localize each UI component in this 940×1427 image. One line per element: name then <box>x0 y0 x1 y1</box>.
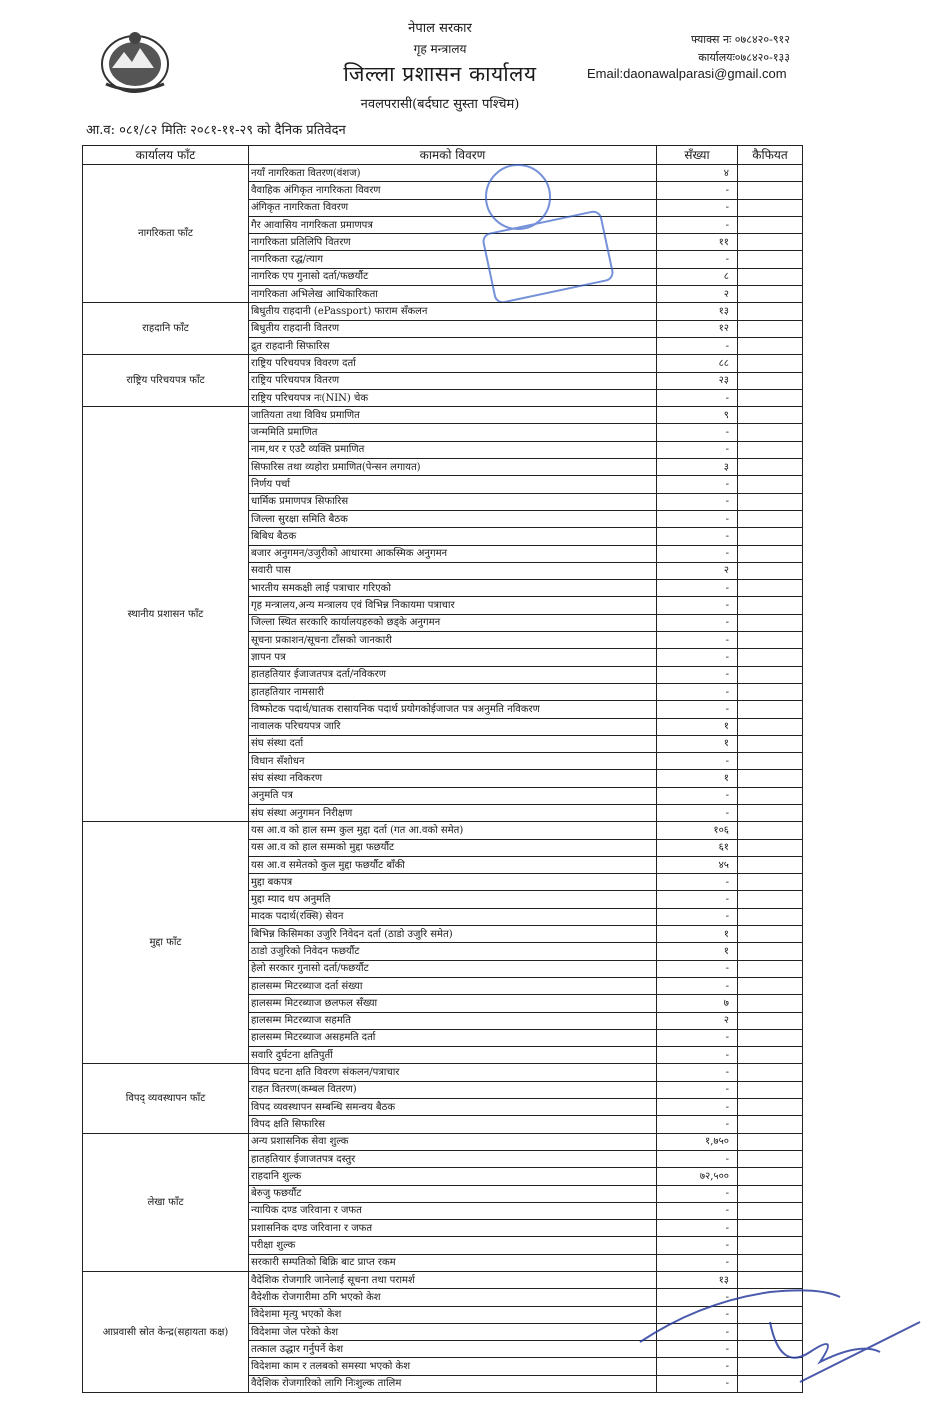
remarks-cell <box>738 1116 803 1133</box>
work-description: जन्ममिति प्रमाणित <box>249 424 657 441</box>
work-count: ७ <box>657 995 738 1012</box>
remarks-cell <box>738 1220 803 1237</box>
remarks-cell <box>738 1047 803 1064</box>
work-count: १ <box>657 770 738 787</box>
remarks-cell <box>738 804 803 821</box>
work-description: हालसम्म मिटरब्याज सहमति <box>249 1012 657 1029</box>
work-description: विपद व्यवस्थापन सम्बन्धि समन्वय बैठक <box>249 1099 657 1116</box>
remarks-cell <box>738 943 803 960</box>
work-description: वैदेशिक रोजगारि जानेलाई सूचना तथा परामर्श <box>249 1272 657 1289</box>
remarks-cell <box>738 926 803 943</box>
section-name: राष्ट्रिय परिचयपत्र फाँट <box>83 355 249 407</box>
work-count: - <box>657 216 738 233</box>
work-count: - <box>657 528 738 545</box>
remarks-cell <box>738 562 803 579</box>
work-count: १३ <box>657 1272 738 1289</box>
work-description: वैवाहिक अंगिकृत नागरिकता विवरण <box>249 182 657 199</box>
work-description: वैदेशिक रोजगारिको लागि निःशुल्क तालिम <box>249 1375 657 1392</box>
work-description: संघ संस्था दर्ता <box>249 735 657 752</box>
work-count: ११ <box>657 234 738 251</box>
work-description: विपद क्षति सिफारिस <box>249 1116 657 1133</box>
work-count: - <box>657 1375 738 1392</box>
work-description: गृह मन्त्रालय,अन्य मन्त्रालय एवं विभिन्न निकायमा पत्राचार <box>249 597 657 614</box>
remarks-cell <box>738 1254 803 1271</box>
remarks-cell <box>738 995 803 1012</box>
remarks-cell <box>738 459 803 476</box>
remarks-cell <box>738 493 803 510</box>
remarks-cell <box>738 268 803 285</box>
column-header: कामको विवरण <box>249 146 657 165</box>
work-description: मादक पदार्थ(रक्सि) सेवन <box>249 908 657 925</box>
work-description: हालसम्म मिटरब्याज असहमति दर्ता <box>249 1029 657 1046</box>
work-description: नागरिकता रद्ध/त्याग <box>249 251 657 268</box>
work-count: - <box>657 424 738 441</box>
remarks-cell <box>738 372 803 389</box>
work-description: राहदानि शुल्क <box>249 1168 657 1185</box>
work-description: हेलो सरकार गुनासो दर्ता/फछर्यौट <box>249 960 657 977</box>
work-count: - <box>657 1029 738 1046</box>
remarks-cell <box>738 303 803 320</box>
work-count: - <box>657 1185 738 1202</box>
remarks-cell <box>738 407 803 424</box>
remarks-cell <box>738 1375 803 1392</box>
work-count: ८ <box>657 268 738 285</box>
work-description: सरकारी सम्पतिको बिक्रि बाट प्राप्त रकम <box>249 1254 657 1271</box>
work-count: ४५ <box>657 856 738 873</box>
government-name: नेपाल सरकार <box>408 21 472 36</box>
work-count: ३ <box>657 459 738 476</box>
remarks-cell <box>738 1341 803 1358</box>
work-count: - <box>657 510 738 527</box>
work-count: - <box>657 1116 738 1133</box>
column-header: सँख्या <box>657 146 738 165</box>
work-count: - <box>657 1341 738 1358</box>
remarks-cell <box>738 1012 803 1029</box>
remarks-cell <box>738 286 803 303</box>
remarks-cell <box>738 701 803 718</box>
work-description: विधान सँशोधन <box>249 753 657 770</box>
section-name: राहदानि फाँट <box>83 303 249 355</box>
work-count: २३ <box>657 372 738 389</box>
table-row <box>83 303 803 320</box>
section-name: आप्रवासी स्रोत केन्द्र(सहायता कक्ष) <box>83 1272 249 1393</box>
work-count: - <box>657 182 738 199</box>
work-count: - <box>657 1064 738 1081</box>
work-count: - <box>657 199 738 216</box>
work-count: - <box>657 1150 738 1167</box>
work-description: सूचना प्रकाशन/सूचना टाँसको जानकारी <box>249 632 657 649</box>
work-count: - <box>657 1220 738 1237</box>
work-description: निर्णय पर्चा <box>249 476 657 493</box>
remarks-cell <box>738 320 803 337</box>
work-description: नयाँ नागरिकता वितरण(वंशज) <box>249 165 657 182</box>
remarks-cell <box>738 216 803 233</box>
remarks-cell <box>738 787 803 804</box>
remarks-cell <box>738 1081 803 1098</box>
work-description: हालसम्म मिटरब्याज छलफल सँख्या <box>249 995 657 1012</box>
work-count: ४ <box>657 165 738 182</box>
remarks-cell <box>738 580 803 597</box>
work-description: हातहतियार नामसारी <box>249 683 657 700</box>
remarks-cell <box>738 1168 803 1185</box>
remarks-cell <box>738 476 803 493</box>
remarks-cell <box>738 908 803 925</box>
work-description: संघ संस्था अनुगमन निरीक्षण <box>249 804 657 821</box>
work-description: बजार अनुगमन/उजुरीको आधारमा आकस्मिक अनुगमन <box>249 545 657 562</box>
work-description: सवारी पास <box>249 562 657 579</box>
section-name: स्थानीय प्रशासन फाँट <box>83 407 249 822</box>
work-count: - <box>657 632 738 649</box>
work-count: - <box>657 753 738 770</box>
work-count: - <box>657 476 738 493</box>
remarks-cell <box>738 1099 803 1116</box>
letterhead <box>0 0 940 145</box>
work-count: - <box>657 1237 738 1254</box>
district-name: नवलपरासी(बर्दघाट सुस्ता पश्चिम) <box>360 97 520 112</box>
work-count: २ <box>657 562 738 579</box>
remarks-cell <box>738 337 803 354</box>
remarks-cell <box>738 666 803 683</box>
ministry-name: गृह मन्त्रालय <box>413 42 467 56</box>
work-count: - <box>657 666 738 683</box>
remarks-cell <box>738 1289 803 1306</box>
remarks-cell <box>738 234 803 251</box>
email-address: Email:daonawalparasi@gmail.com <box>587 66 787 81</box>
table-body <box>83 165 803 1393</box>
work-count: १ <box>657 943 738 960</box>
work-description: सिफारिस तथा व्यहोरा प्रमाणित(पेन्सन लगायत) <box>249 459 657 476</box>
remarks-cell <box>738 165 803 182</box>
table-row <box>83 165 803 182</box>
table-row <box>83 1064 803 1081</box>
work-count: - <box>657 1202 738 1219</box>
remarks-cell <box>738 891 803 908</box>
work-count: - <box>657 908 738 925</box>
work-count: - <box>657 1047 738 1064</box>
section-name: मुद्दा फाँट <box>83 822 249 1064</box>
work-description: अनुमति पत्र <box>249 787 657 804</box>
work-count: ७२,५०० <box>657 1168 738 1185</box>
office-name: जिल्ला प्रशासन कार्यालय <box>343 62 537 86</box>
work-description: यस आ.व को हाल सम्म कुल मुद्दा दर्ता (गत आ.वको समेत) <box>249 822 657 839</box>
work-description: विष्फोटक पदार्थ/घातक रासायनिक पदार्थ प्रयोगकोईजाजत पत्र अनुमति नविकरण <box>249 701 657 718</box>
work-description: जातियता तथा विविध प्रमाणित <box>249 407 657 424</box>
work-count: - <box>657 441 738 458</box>
remarks-cell <box>738 856 803 873</box>
work-count: - <box>657 1099 738 1116</box>
daily-report-table <box>82 145 803 1393</box>
remarks-cell <box>738 1185 803 1202</box>
remarks-cell <box>738 960 803 977</box>
work-count: - <box>657 614 738 631</box>
table-header-row <box>83 146 803 165</box>
work-description: प्रशासनिक दण्ड जरिवाना र जफत <box>249 1220 657 1237</box>
table-row <box>83 1272 803 1289</box>
remarks-cell <box>738 1306 803 1323</box>
remarks-cell <box>738 182 803 199</box>
work-count: - <box>657 545 738 562</box>
remarks-cell <box>738 1133 803 1150</box>
table-row <box>83 1133 803 1150</box>
section-name: लेखा फाँट <box>83 1133 249 1271</box>
fax-number: फ्याक्स नः ०७८४२०-९१२ <box>690 33 790 46</box>
work-count: १ <box>657 926 738 943</box>
work-description: सवारि दुर्घटना क्षतिपुर्ती <box>249 1047 657 1064</box>
remarks-cell <box>738 735 803 752</box>
work-description: हातहतियार ईजाजतपत्र दर्ता/नविकरण <box>249 666 657 683</box>
work-count: - <box>657 580 738 597</box>
work-count: ८८ <box>657 355 738 372</box>
work-count: - <box>657 787 738 804</box>
remarks-cell <box>738 977 803 994</box>
work-description: अंगिकृत नागरिकता विवरण <box>249 199 657 216</box>
work-count: - <box>657 977 738 994</box>
remarks-cell <box>738 770 803 787</box>
work-count: - <box>657 683 738 700</box>
work-count: १२ <box>657 320 738 337</box>
remarks-cell <box>738 1202 803 1219</box>
work-count: - <box>657 1323 738 1340</box>
remarks-cell <box>738 649 803 666</box>
work-description: राहत वितरण(कम्बल वितरण) <box>249 1081 657 1098</box>
remarks-cell <box>738 355 803 372</box>
work-description: जिल्ला स्थित सरकारि कार्यालयहरुको छड्के अनुगमन <box>249 614 657 631</box>
work-description: हालसम्म मिटरब्याज दर्ता संख्या <box>249 977 657 994</box>
remarks-cell <box>738 1029 803 1046</box>
work-count: - <box>657 891 738 908</box>
remarks-cell <box>738 510 803 527</box>
remarks-cell <box>738 389 803 406</box>
remarks-cell <box>738 441 803 458</box>
work-description: भारतीय समकक्षी लाई पत्राचार गरिएको <box>249 580 657 597</box>
work-description: मुद्दा बकपत्र <box>249 874 657 891</box>
work-description: यस आ.व समेतको कुल मुद्दा फछर्यौट बाँकी <box>249 856 657 873</box>
work-description: हातहतियार ईजाजतपत्र दस्तुर <box>249 1150 657 1167</box>
work-count: - <box>657 389 738 406</box>
work-count: २ <box>657 1012 738 1029</box>
remarks-cell <box>738 597 803 614</box>
work-description: विपद घटना क्षति विवरण संकलन/पत्राचार <box>249 1064 657 1081</box>
office-phone: कार्यालयः०७८४२०-१३३ <box>698 51 790 64</box>
remarks-cell <box>738 683 803 700</box>
work-description: ज्ञापन पत्र <box>249 649 657 666</box>
work-description: धार्मिक प्रमाणपत्र सिफारिस <box>249 493 657 510</box>
work-count: १३ <box>657 303 738 320</box>
remarks-cell <box>738 1237 803 1254</box>
remarks-cell <box>738 528 803 545</box>
work-description: विदेशमा मृत्यु भएको केश <box>249 1306 657 1323</box>
remarks-cell <box>738 614 803 631</box>
work-description: बिधुतीय राहदानी (ePassport) फाराम सँकलन <box>249 303 657 320</box>
work-description: बेरुजु फछर्यौट <box>249 1185 657 1202</box>
work-count: १ <box>657 718 738 735</box>
work-description: नागरिकता प्रतिलिपि वितरण <box>249 234 657 251</box>
remarks-cell <box>738 251 803 268</box>
work-description: नागरिकता अभिलेख आधिकारिकता <box>249 286 657 303</box>
work-description: बिधुतीय राहदानी वितरण <box>249 320 657 337</box>
remarks-cell <box>738 1064 803 1081</box>
work-count: - <box>657 493 738 510</box>
remarks-cell <box>738 822 803 839</box>
column-header: कैफियत <box>738 146 803 165</box>
work-description: नागरिक एप गुनासो दर्ता/फछर्यौट <box>249 268 657 285</box>
work-count: - <box>657 251 738 268</box>
work-description: वैदेशीक रोजगारीमा ठगि भएको केश <box>249 1289 657 1306</box>
work-description: मुद्दा म्याद थप अनुमति <box>249 891 657 908</box>
remarks-cell <box>738 753 803 770</box>
work-description: बिबिध बैठक <box>249 528 657 545</box>
section-name: नागरिकता फाँट <box>83 165 249 303</box>
table-row <box>83 822 803 839</box>
work-description: ठाडो उजुरिको निवेदन फछर्यौट <box>249 943 657 960</box>
work-count: - <box>657 1081 738 1098</box>
work-count: ९ <box>657 407 738 424</box>
work-description: विदेशमा काम र तलबको समस्या भएको केश <box>249 1358 657 1375</box>
remarks-cell <box>738 874 803 891</box>
work-description: राष्ट्रिय परिचयपत्र नः(NIN) चेक <box>249 389 657 406</box>
work-description: नाम,थर र एउटै व्यक्ति प्रमाणित <box>249 441 657 458</box>
work-description: राष्ट्रिय परिचयपत्र वितरण <box>249 372 657 389</box>
work-count: १०६ <box>657 822 738 839</box>
work-count: - <box>657 701 738 718</box>
work-count: - <box>657 1254 738 1271</box>
remarks-cell <box>738 424 803 441</box>
work-count: - <box>657 597 738 614</box>
column-header: कार्यालय फाँट <box>83 146 249 165</box>
remarks-cell <box>738 545 803 562</box>
work-count: - <box>657 1289 738 1306</box>
table-row <box>83 355 803 372</box>
work-count: १,७५० <box>657 1133 738 1150</box>
work-description: द्रुत राहदानी सिफारिस <box>249 337 657 354</box>
remarks-cell <box>738 1272 803 1289</box>
remarks-cell <box>738 632 803 649</box>
work-description: विदेशमा जेल परेको केश <box>249 1323 657 1340</box>
work-count: - <box>657 1306 738 1323</box>
work-description: बिभिन्न किसिमका उजुरि निवेदन दर्ता (ठाडो उजुरि समेत) <box>249 926 657 943</box>
table-row <box>83 407 803 424</box>
work-description: यस आ.व को हाल सम्मको मुद्दा फछर्यौट <box>249 839 657 856</box>
remarks-cell <box>738 199 803 216</box>
work-count: १ <box>657 735 738 752</box>
report-title: आ.व: ०८१/८२ मितिः २०८१-११-२९ को दैनिक प्रतिवेदन <box>86 123 346 138</box>
work-description: न्यायिक दण्ड जरिवाना र जफत <box>249 1202 657 1219</box>
remarks-cell <box>738 1150 803 1167</box>
remarks-cell <box>738 1323 803 1340</box>
work-description: गैर आवासिय नागरिकता प्रमाणपत्र <box>249 216 657 233</box>
work-count: ६१ <box>657 839 738 856</box>
work-count: - <box>657 874 738 891</box>
work-count: - <box>657 804 738 821</box>
remarks-cell <box>738 839 803 856</box>
work-count: - <box>657 1358 738 1375</box>
work-description: जिल्ला सुरक्षा समिति बैठक <box>249 510 657 527</box>
section-name: विपद् व्यवस्थापन फाँट <box>83 1064 249 1133</box>
work-description: परीक्षा शुल्क <box>249 1237 657 1254</box>
work-description: तत्काल उद्धार गर्नुपर्ने केश <box>249 1341 657 1358</box>
remarks-cell <box>738 1358 803 1375</box>
work-count: २ <box>657 286 738 303</box>
work-description: राष्ट्रिय परिचयपत्र विवरण दर्ता <box>249 355 657 372</box>
work-description: नावालक परिचयपत्र जारि <box>249 718 657 735</box>
work-count: - <box>657 649 738 666</box>
work-count: - <box>657 960 738 977</box>
work-description: अन्य प्रशासनिक सेवा शुल्क <box>249 1133 657 1150</box>
work-description: संघ संस्था नविकरण <box>249 770 657 787</box>
work-count: - <box>657 337 738 354</box>
remarks-cell <box>738 718 803 735</box>
